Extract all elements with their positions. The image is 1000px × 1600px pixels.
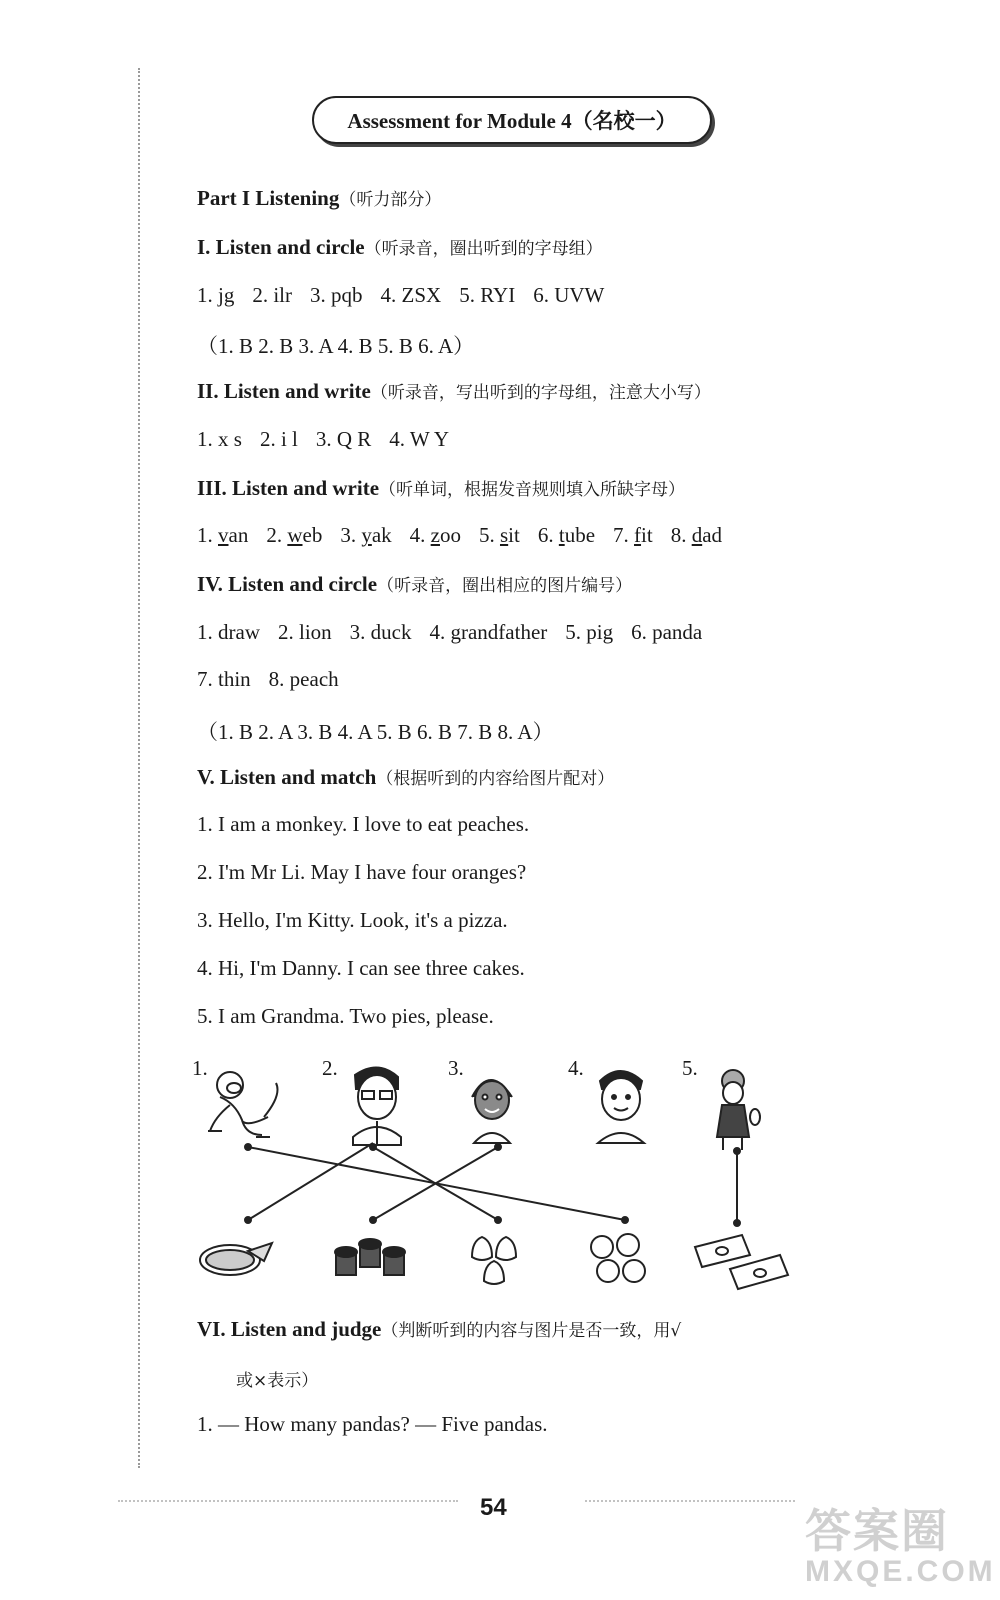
section-1-heading-en: I. Listen and circle bbox=[197, 235, 365, 259]
list-item: 1. x s bbox=[197, 427, 242, 451]
matching-figure bbox=[190, 1055, 830, 1320]
section-1-answers: （1. B 2. B 3. A 4. B 5. B 6. A） bbox=[197, 334, 475, 358]
section-5-heading-cn: （根据听到的内容给图片配对） bbox=[376, 769, 615, 789]
section-3-heading-cn: （听单词，根据发音规则填入所缺字母） bbox=[379, 480, 686, 500]
list-item: 4. grandfather bbox=[429, 620, 548, 644]
list-item: 5. sit bbox=[478, 523, 520, 547]
section-6-item: 1. — How many pandas? — Five pandas. bbox=[197, 1412, 548, 1436]
list-item: 7. fit bbox=[613, 523, 653, 547]
section-6-heading-en: VI. Listen and judge bbox=[197, 1317, 382, 1341]
danny-icon bbox=[598, 1071, 644, 1143]
list-item: 5. pig bbox=[565, 620, 614, 644]
section-2-heading bbox=[197, 378, 711, 404]
watermark-logo: 答案圈 MXQE.COM bbox=[805, 1505, 996, 1588]
section-6-heading bbox=[197, 1316, 681, 1342]
pizza-icon bbox=[200, 1243, 272, 1275]
list-item: 3. yak bbox=[340, 523, 392, 547]
section-3-heading bbox=[197, 475, 685, 501]
list-item: 2. i l bbox=[259, 427, 298, 451]
section-2-heading-en: II. Listen and write bbox=[197, 379, 371, 403]
section-1-heading bbox=[197, 234, 603, 260]
list-item: 5. RYI bbox=[459, 283, 516, 307]
list-item: 1. draw bbox=[197, 620, 260, 644]
figure-number-5: 5. bbox=[682, 1056, 698, 1080]
section-5-sentence: 4. Hi, I'm Danny. I can see three cakes. bbox=[197, 956, 525, 980]
figure-number-3: 3. bbox=[448, 1056, 464, 1080]
list-item: 4. zoo bbox=[409, 523, 461, 547]
list-item: 8. peach bbox=[268, 667, 339, 691]
footer-divider-right bbox=[585, 1500, 795, 1502]
list-item: 2. lion bbox=[277, 620, 332, 644]
monkey-icon bbox=[208, 1072, 278, 1137]
margin-dotted-rule bbox=[138, 68, 140, 1468]
figure-number-4: 4. bbox=[568, 1056, 584, 1080]
section-4-items-row2 bbox=[197, 667, 357, 692]
list-item: 3. duck bbox=[349, 620, 412, 644]
section-5-heading bbox=[197, 764, 614, 790]
section-5-sentence: 5. I am Grandma. Two pies, please. bbox=[197, 1004, 494, 1028]
oranges-icon bbox=[591, 1234, 645, 1282]
figure-number-1: 1. bbox=[192, 1056, 208, 1080]
list-item: 4. ZSX bbox=[380, 283, 442, 307]
list-item: 3. pqb bbox=[310, 283, 363, 307]
list-item: 6. panda bbox=[631, 620, 703, 644]
section-5-sentence: 2. I'm Mr Li. May I have four oranges? bbox=[197, 860, 527, 884]
section-1-heading-cn: （听录音，圈出听到的字母组） bbox=[364, 239, 603, 259]
list-item: 3. Q R bbox=[315, 427, 372, 451]
section-2-heading-cn: （听录音，写出听到的字母组，注意大小写） bbox=[370, 383, 711, 403]
peaches-icon bbox=[472, 1237, 516, 1284]
section-5-sentence: 1. I am a monkey. I love to eat peaches. bbox=[197, 812, 530, 836]
section-6-heading-cn: （判断听到的内容与图片是否一致，用√ bbox=[381, 1321, 682, 1341]
mr-li-icon bbox=[353, 1067, 401, 1145]
section-2-items bbox=[197, 427, 467, 452]
list-item: 6. tube bbox=[537, 523, 596, 547]
section-4-heading-en: IV. Listen and circle bbox=[197, 572, 378, 596]
part-heading-cn: （听力部分） bbox=[339, 190, 442, 210]
list-item: 1. jg bbox=[197, 283, 235, 307]
list-item: 6. UVW bbox=[533, 283, 605, 307]
section-3-items bbox=[197, 523, 740, 548]
page-number: 54 bbox=[480, 1494, 507, 1521]
section-5-sentence: 3. Hello, I'm Kitty. Look, it's a pizza. bbox=[197, 908, 508, 932]
list-item: 4. W Y bbox=[389, 427, 449, 451]
cakes-icon bbox=[335, 1239, 405, 1275]
list-item: 2. ilr bbox=[252, 283, 293, 307]
section-4-heading bbox=[197, 571, 632, 597]
section-3-heading-en: III. Listen and write bbox=[197, 476, 380, 500]
section-6-heading-cont: 或×表示） bbox=[236, 1371, 319, 1391]
page-title: Assessment for Module 4（名校一） bbox=[312, 96, 712, 144]
section-5-heading-en: V. Listen and match bbox=[197, 765, 377, 789]
figure-number-2: 2. bbox=[322, 1056, 338, 1080]
list-item: 7. thin bbox=[197, 667, 251, 691]
section-4-heading-cn: （听录音，圈出相应的图片编号） bbox=[377, 576, 633, 596]
matching-lines bbox=[245, 1143, 740, 1226]
section-1-items bbox=[197, 283, 622, 308]
kitty-icon bbox=[472, 1080, 512, 1143]
pies-icon bbox=[695, 1235, 788, 1289]
list-item: 1. van bbox=[197, 523, 249, 547]
section-4-items-row1 bbox=[197, 620, 720, 645]
section-4-answers: （1. B 2. A 3. B 4. A 5. B 6. B 7. B 8. A） bbox=[197, 720, 554, 744]
list-item: 8. dad bbox=[670, 523, 723, 547]
part-heading-en: Part I Listening bbox=[197, 186, 340, 210]
part-heading bbox=[197, 185, 441, 211]
list-item: 2. web bbox=[266, 523, 323, 547]
footer-divider-left bbox=[118, 1500, 458, 1502]
grandma-icon bbox=[717, 1070, 760, 1150]
